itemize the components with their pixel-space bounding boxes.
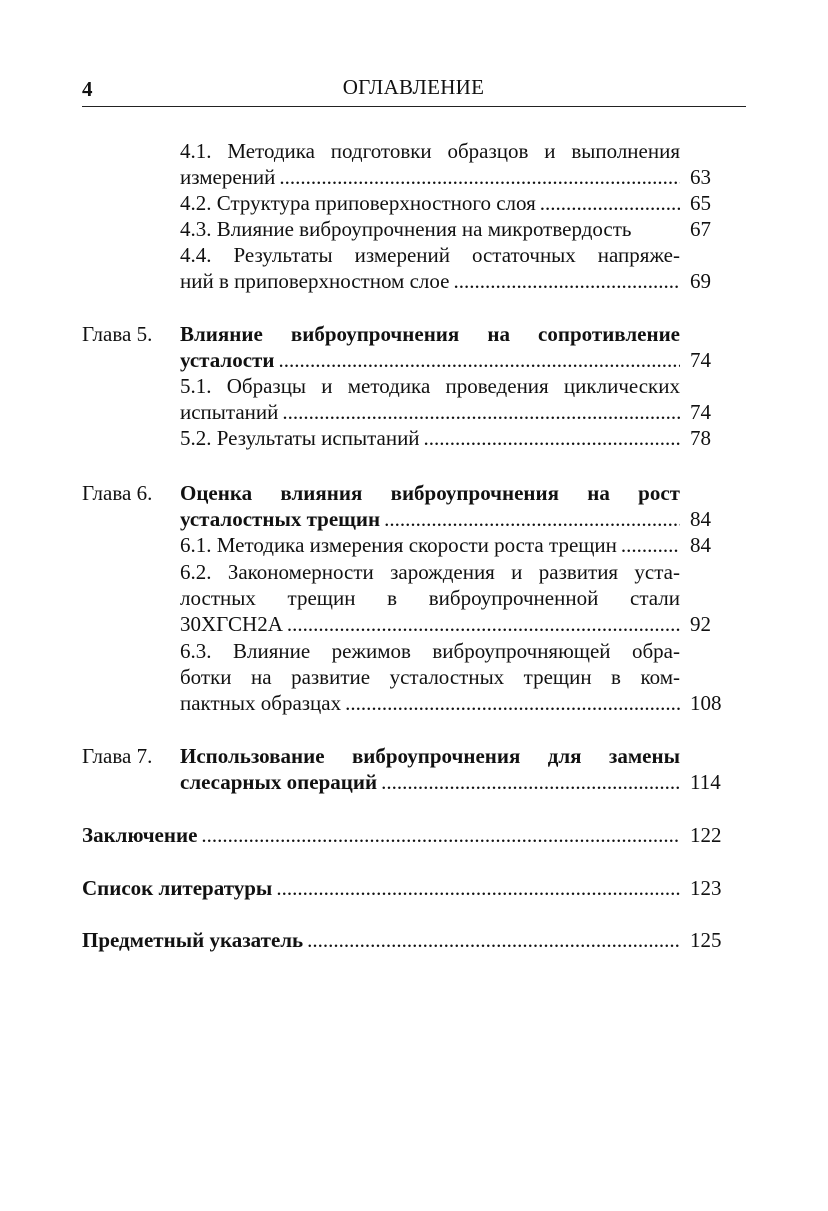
toc-entry-6-3-line1: 6.3. Влияние режимов виброупрочняющей обра- bbox=[180, 639, 680, 663]
toc-entry-6-3-line3 bbox=[180, 690, 680, 716]
dot-leader bbox=[453, 268, 680, 294]
chapter-6-title-line1: Оценка влияния виброупрочнения на рост bbox=[180, 481, 680, 505]
dot-leader bbox=[540, 190, 680, 216]
dot-leader bbox=[287, 611, 680, 637]
toc-entry-text: измерений bbox=[180, 165, 276, 189]
toc-entry-6-3-line2: ботки на развитие усталостных трещин в ком- bbox=[180, 665, 680, 689]
dot-leader bbox=[381, 769, 680, 795]
dot-leader bbox=[621, 532, 680, 558]
dot-leader bbox=[345, 690, 680, 716]
toc-entry-4-4-line1: 4.4. Результаты измерений остаточных напряже- bbox=[180, 243, 680, 267]
running-title: ОГЛАВЛЕНИЕ bbox=[342, 75, 485, 99]
dot-leader bbox=[278, 347, 680, 373]
chapter-7-label: Глава 7. bbox=[82, 744, 153, 768]
toc-entry-text: слесарных операций bbox=[180, 770, 378, 794]
toc-page-number: 114 bbox=[690, 770, 721, 794]
toc-entry-text: Предметный указатель bbox=[82, 928, 304, 952]
toc-page-number: 123 bbox=[690, 876, 722, 900]
toc-page-number: 78 bbox=[690, 426, 711, 450]
toc-page-number: 63 bbox=[690, 165, 711, 189]
toc-entry-4-3: 4.3. Влияние виброупрочнения на микротвердость bbox=[180, 217, 632, 241]
toc-entry-4-4-line2 bbox=[180, 268, 680, 294]
toc-entry-5-1-line2 bbox=[180, 399, 680, 425]
chapter-7-title-line2 bbox=[180, 769, 680, 795]
toc-page-number: 92 bbox=[690, 612, 711, 636]
toc-subject-index bbox=[82, 927, 680, 953]
toc-entry-6-2-line1: 6.2. Закономерности зарождения и развития уста- bbox=[180, 560, 680, 584]
toc-page-number: 74 bbox=[690, 400, 711, 424]
dot-leader bbox=[279, 164, 680, 190]
toc-entry-4-1-line1: 4.1. Методика подготовки образцов и выполнения bbox=[180, 139, 680, 163]
chapter-5-label: Глава 5. bbox=[82, 322, 153, 346]
chapter-6-label: Глава 6. bbox=[82, 481, 153, 505]
header-rule bbox=[82, 106, 746, 107]
page-number: 4 bbox=[82, 77, 93, 101]
toc-entry-5-2 bbox=[180, 425, 680, 451]
toc-entry-text: испытаний bbox=[180, 400, 279, 424]
toc-page-number: 84 bbox=[690, 533, 711, 557]
toc-entry-text: 4.2. Структура приповерхностного слоя bbox=[180, 191, 536, 215]
toc-conclusion bbox=[82, 822, 680, 848]
toc-entry-6-2-line2: лостных трещин в виброупрочненной стали bbox=[180, 586, 680, 610]
toc-page-number: 125 bbox=[690, 928, 722, 952]
toc-entry-5-1-line1: 5.1. Образцы и методика проведения циклических bbox=[180, 374, 680, 398]
toc-entry-6-1 bbox=[180, 532, 680, 558]
toc-entry-text: усталостных трещин bbox=[180, 507, 381, 531]
toc-page-number: 67 bbox=[690, 217, 711, 241]
dot-leader bbox=[307, 927, 680, 953]
dot-leader bbox=[276, 875, 680, 901]
toc-entry-text: 30ХГСН2А bbox=[180, 612, 283, 636]
dot-leader bbox=[282, 399, 680, 425]
toc-entry-6-2-line3 bbox=[180, 611, 680, 637]
chapter-5-title-line2 bbox=[180, 347, 680, 373]
toc-page-number: 122 bbox=[690, 823, 722, 847]
toc-entry-4-2 bbox=[180, 190, 680, 216]
toc-entry-text: усталости bbox=[180, 348, 275, 372]
chapter-5-title-line1: Влияние виброупрочнения на сопротивление bbox=[180, 322, 680, 346]
dot-leader bbox=[384, 506, 680, 532]
toc-page-number: 65 bbox=[690, 191, 711, 215]
chapter-7-title-line1: Использование виброупрочнения для замены bbox=[180, 744, 680, 768]
page-header bbox=[82, 75, 745, 105]
toc-entry-text: Заключение bbox=[82, 823, 198, 847]
toc-page-number: 74 bbox=[690, 348, 711, 372]
toc-entry-text: 6.1. Методика измерения скорости роста трещин bbox=[180, 533, 617, 557]
dot-leader bbox=[201, 822, 680, 848]
toc-entry-text: ний в приповерхностном слое bbox=[180, 269, 450, 293]
toc-page-number: 69 bbox=[690, 269, 711, 293]
toc-page-number: 108 bbox=[690, 691, 722, 715]
toc-references bbox=[82, 875, 680, 901]
toc-entry-text: 5.2. Результаты испытаний bbox=[180, 426, 420, 450]
toc-entry-text: пактных образцах bbox=[180, 691, 342, 715]
toc-page-number: 84 bbox=[690, 507, 711, 531]
dot-leader bbox=[424, 425, 680, 451]
toc-entry-text: Список литературы bbox=[82, 876, 273, 900]
toc-entry-4-1-line2 bbox=[180, 164, 680, 190]
chapter-6-title-line2 bbox=[180, 506, 680, 532]
